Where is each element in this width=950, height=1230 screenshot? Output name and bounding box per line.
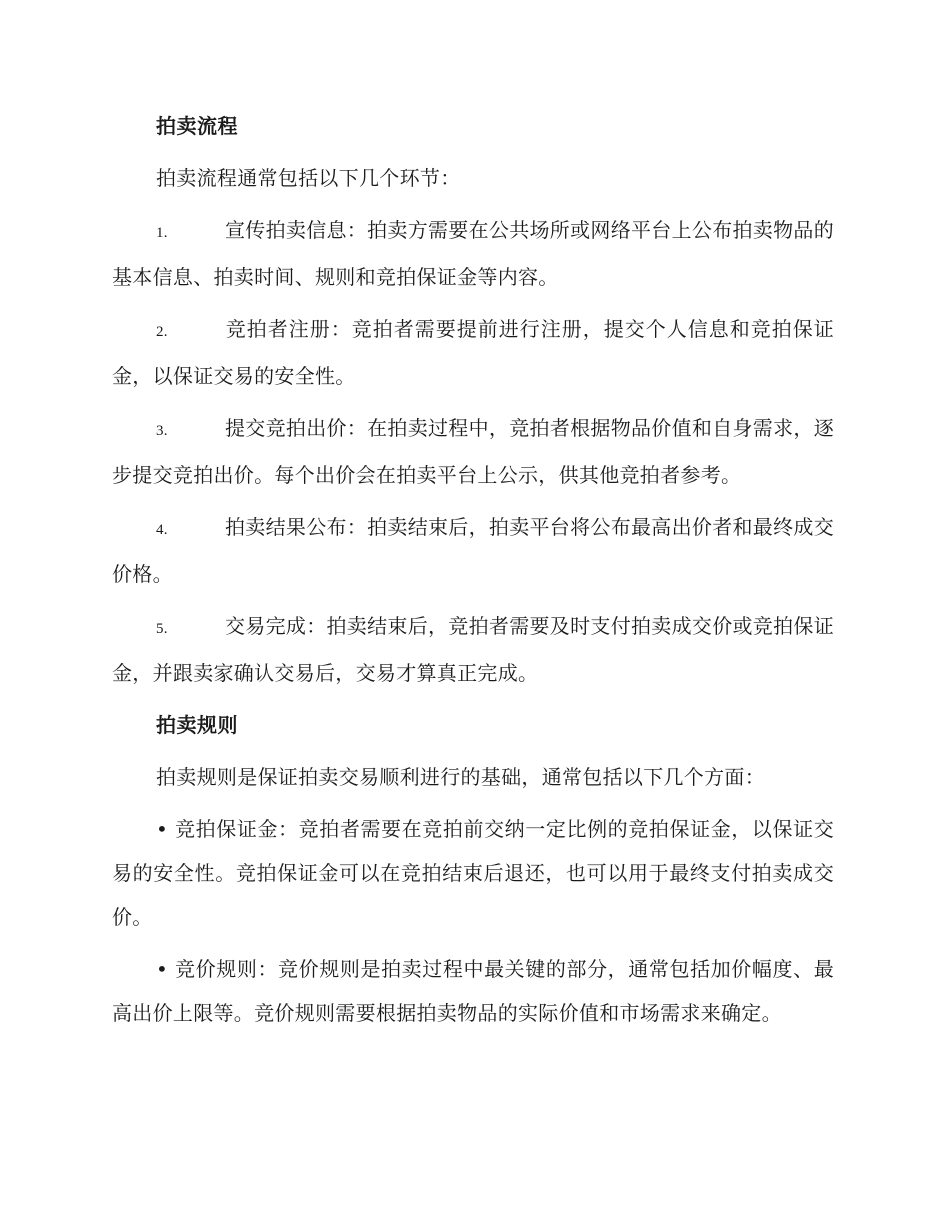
list-item xyxy=(112,406,834,497)
list-item-text: 拍卖结果公布：拍卖结束后，拍卖平台将公布最高出价者和最终成交价格。 xyxy=(112,515,834,586)
bullet-item-deposit: • 竞拍保证金：竞拍者需要在竞拍前交纳一定比例的竞拍保证金，以保证交易的安全性。竞拍保证金可以在竞拍结束后退还，也可以用于最终支付拍卖成交价。 xyxy=(112,817,834,929)
list-item xyxy=(112,208,834,299)
section-heading-auction-rules: 拍卖规则 xyxy=(156,713,238,737)
bullet-item-bidding-rules: • 竞价规则：竞价规则是拍卖过程中最关键的部分，通常包括加价幅度、最高出价上限等。竞价规则需要根据拍卖物品的实际价值和市场需求来确定。 xyxy=(112,957,834,1025)
list-item-number: 1. xyxy=(156,225,168,241)
list-item-number: 3. xyxy=(156,423,168,439)
list-item-number: 4. xyxy=(156,522,168,538)
list-item-text: 提交竞拍出价：在拍卖过程中，竞拍者根据物品价值和自身需求，逐步提交竞拍出价。每个出价会在拍卖平台上公示，供其他竞拍者参考。 xyxy=(112,416,834,487)
list-item-text: 宣传拍卖信息：拍卖方需要在公共场所或网络平台上公布拍卖物品的基本信息、拍卖时间、规则和竞拍保证金等内容。 xyxy=(112,218,834,289)
list-item xyxy=(112,307,834,398)
list-item-number: 5. xyxy=(156,621,168,637)
list-item xyxy=(112,604,834,695)
list-item xyxy=(112,505,834,596)
section-heading-auction-process: 拍卖流程 xyxy=(156,114,238,138)
section-intro-auction-rules: 拍卖规则是保证拍卖交易顺利进行的基础，通常包括以下几个方面： xyxy=(156,765,765,789)
section-intro-auction-process: 拍卖流程通常包括以下几个环节： xyxy=(156,166,461,190)
list-item-text: 竞拍者注册：竞拍者需要提前进行注册，提交个人信息和竞拍保证金，以保证交易的安全性。 xyxy=(112,317,834,388)
list-item-number: 2. xyxy=(156,324,168,340)
document-body xyxy=(112,104,834,1043)
list-item-text: 交易完成：拍卖结束后，竞拍者需要及时支付拍卖成交价或竞拍保证金，并跟卖家确认交易后，交易才算真正完成。 xyxy=(112,614,834,685)
